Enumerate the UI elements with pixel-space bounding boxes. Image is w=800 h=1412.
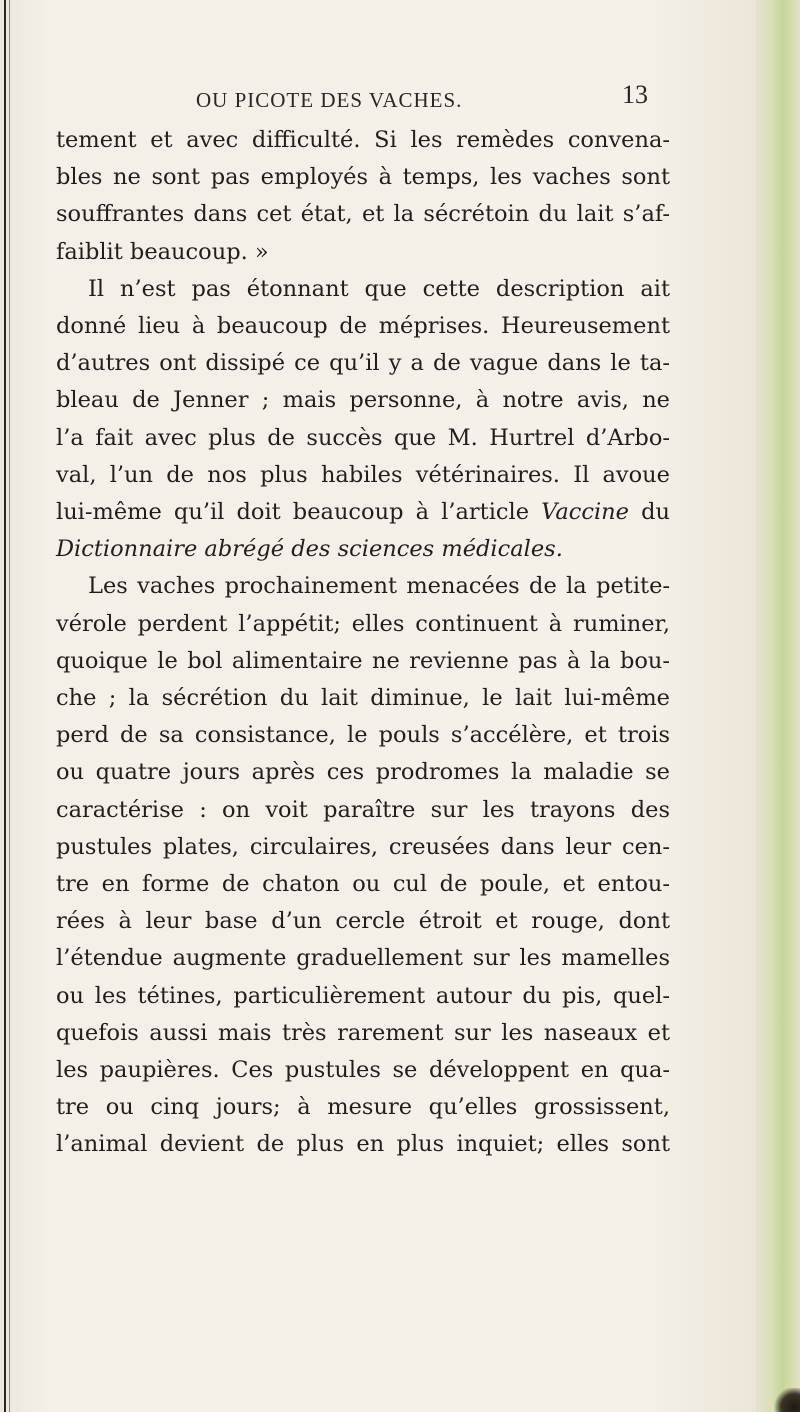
text-line: Il n’est pas étonnant que cette description ait [88, 275, 670, 302]
italic-title-line: Dictionnaire abrégé des sciences médicales. [56, 536, 563, 563]
text-line: tre ou cinq jours; à mesure qu’elles grossissent, [56, 1094, 670, 1121]
text-line: donné lieu à beaucoup de méprises. Heureusement [56, 313, 670, 340]
page-left-edge-inner [9, 0, 10, 1412]
text-line [56, 494, 670, 531]
text-line: vérole perdent l’appétit; elles continuent à ruminer, [56, 610, 670, 637]
corner-stain [772, 1388, 800, 1412]
header-title: OU PICOTE DES VACHES. [196, 88, 463, 112]
text-line: l’animal devient de plus en plus inquiet; elles sont [56, 1131, 670, 1158]
text-line: souffrantes dans cet état, et la sécrétoin du lait s’af- [56, 201, 670, 228]
text-line: les paupières. Ces pustules se développent en qua- [56, 1057, 670, 1084]
running-head [0, 80, 800, 120]
text-line: perd de sa consistance, le pouls s’accélère, et trois [56, 722, 670, 749]
text-segment: lui-même qu’il doit beaucoup à l’article [56, 499, 530, 526]
text-line: Les vaches prochainement menacées de la petite- [88, 573, 670, 600]
body-text [56, 122, 670, 1164]
text-line: rées à leur base d’un cercle étroit et rouge, dont [56, 908, 670, 935]
text-line: quefois aussi mais très rarement sur les naseaux et [56, 1019, 670, 1046]
text-line: tre en forme de chaton ou cul de poule, et entou- [56, 871, 670, 898]
text-line: ou quatre jours après ces prodromes la maladie se [56, 759, 670, 786]
text-line: l’a fait avec plus de succès que M. Hurtrel d’Arbo- [56, 424, 670, 451]
text-line: bles ne sont pas employés à temps, les vaches sont [56, 164, 670, 191]
text-line: val, l’un de nos plus habiles vétérinaires. Il avoue [56, 461, 670, 488]
text-line: che ; la sécrétion du lait diminue, le lait lui-même [56, 685, 670, 712]
text-line: caractérise : on voit paraître sur les trayons des [56, 796, 670, 823]
text-line: bleau de Jenner ; mais personne, à notre avis, ne [56, 387, 670, 414]
text-line: ou les tétines, particulièrement autour du pis, quel- [56, 982, 670, 1009]
text-line: l’étendue augmente graduellement sur les mamelles [56, 945, 670, 972]
text-line: tement et avec difficulté. Si les remèdes convena- [56, 127, 670, 153]
page-number: 13 [622, 80, 648, 109]
italic-title: Vaccine [541, 499, 629, 526]
text-segment: du [628, 499, 671, 526]
text-line: pustules plates, circulaires, creusées dans leur cen- [56, 833, 670, 860]
text-line: quoique le bol alimentaire ne revienne pas à la bou- [56, 647, 670, 674]
text-line: faiblit beaucoup. » [56, 238, 269, 265]
page-left-edge [4, 0, 6, 1412]
text-line: d’autres ont dissipé ce qu’il y a de vague dans le ta- [56, 350, 670, 377]
page-right-margin [756, 0, 800, 1412]
